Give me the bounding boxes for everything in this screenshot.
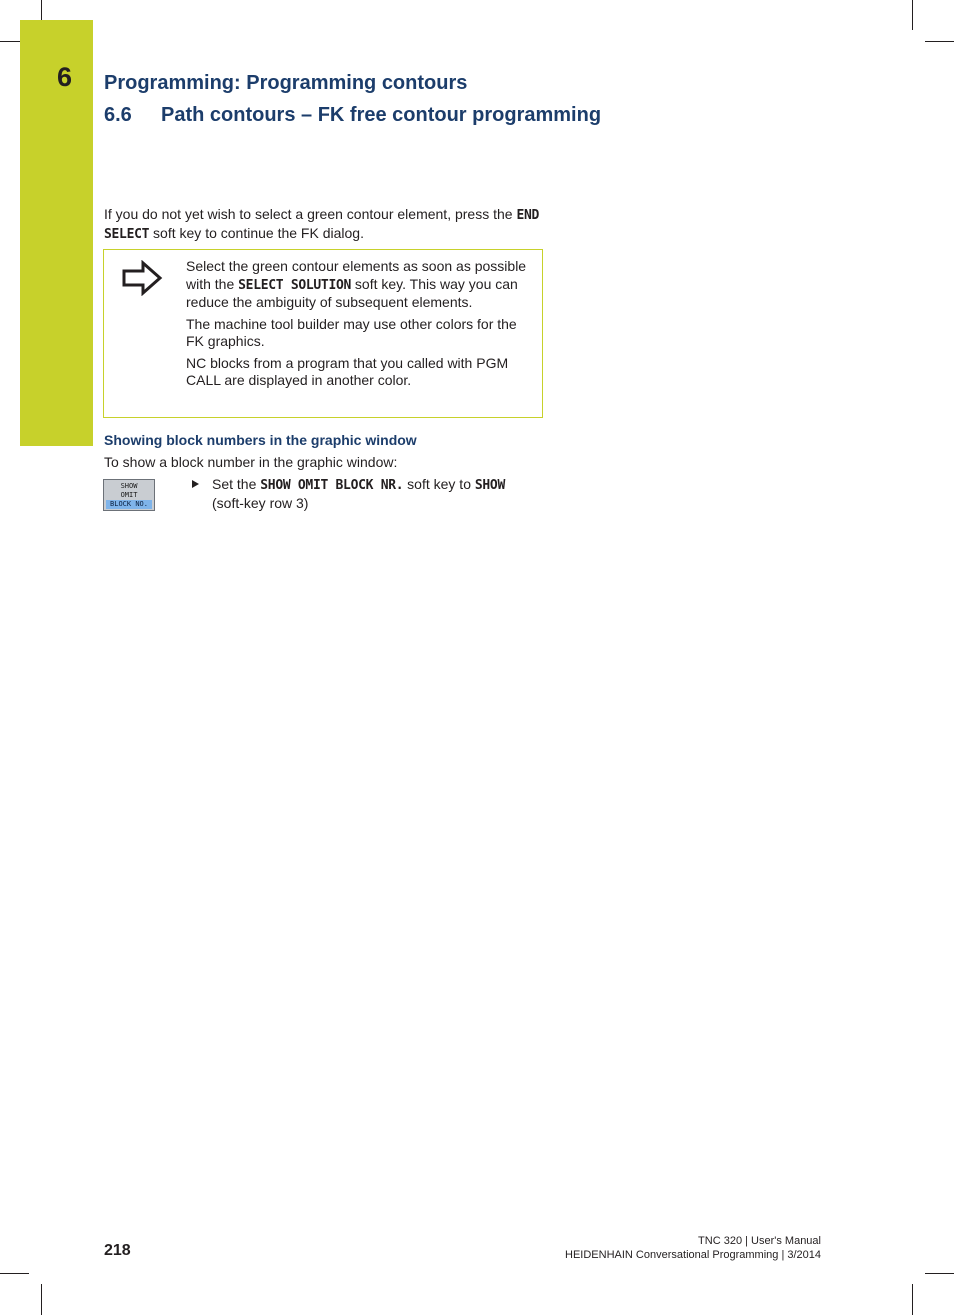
intro-text: If you do not yet wish to select a green contour element, press the	[104, 206, 517, 222]
arrow-right-icon	[121, 260, 163, 296]
chapter-number: 6	[57, 62, 73, 92]
section-title-text: Path contours – FK free contour programming	[161, 104, 602, 126]
footer	[565, 1234, 821, 1262]
chapter-title: Programming: Programming contours	[104, 72, 468, 94]
crop-mark	[912, 1284, 913, 1315]
section-number: 6.6	[104, 104, 132, 126]
section-title	[104, 104, 601, 127]
step-text-part: Set the	[212, 476, 261, 492]
step-text-part: (soft-key row 3)	[212, 494, 309, 511]
softkey-line-highlight: BLOCK NO.	[106, 500, 152, 509]
softkey-value-show: SHOW	[474, 478, 505, 493]
note-box	[103, 249, 543, 418]
softkey-line: OMIT	[120, 491, 138, 499]
crop-mark	[0, 1273, 29, 1274]
crop-mark	[925, 41, 954, 42]
step-text	[212, 476, 547, 512]
softkey-label-show-omit: SHOW OMIT BLOCK NR.	[260, 478, 404, 493]
softkey-label-select-solution: SELECT SOLUTION	[238, 277, 352, 293]
softkey-label-end-select: END SELECT	[104, 208, 540, 242]
crop-mark	[0, 41, 20, 42]
softkey-show-omit-block-no	[103, 479, 155, 511]
note-text-part: soft key. This way you can reduce the ambiguity of subsequent elements.	[186, 275, 518, 310]
note-paragraph	[186, 258, 536, 312]
note-text	[186, 258, 536, 394]
crop-mark	[41, 1284, 42, 1315]
crop-mark	[925, 1273, 954, 1274]
footer-line: HEIDENHAIN Conversational Programming | 3/2014	[565, 1249, 821, 1261]
note-paragraph: The machine tool builder may use other colors for the FK graphics.	[186, 315, 517, 349]
crop-mark	[41, 0, 42, 20]
softkey-line: SHOW	[120, 482, 138, 490]
intro-text-end: soft key to continue the FK dialog.	[149, 224, 364, 241]
intro-paragraph	[104, 206, 544, 243]
block-numbers-intro: To show a block number in the graphic window:	[104, 454, 398, 470]
crop-mark	[912, 0, 913, 30]
bullet-triangle-icon	[192, 480, 199, 488]
step-text-part: soft key to	[403, 476, 475, 492]
subheading: Showing block numbers in the graphic window	[104, 432, 417, 448]
note-text-part: Select the green contour elements as soon as possible with the	[186, 258, 527, 292]
footer-line: TNC 320 | User's Manual	[698, 1235, 821, 1247]
page-number: 218	[104, 1242, 131, 1259]
note-paragraph: NC blocks from a program that you called with PGM CALL are displayed in another color.	[186, 354, 509, 388]
